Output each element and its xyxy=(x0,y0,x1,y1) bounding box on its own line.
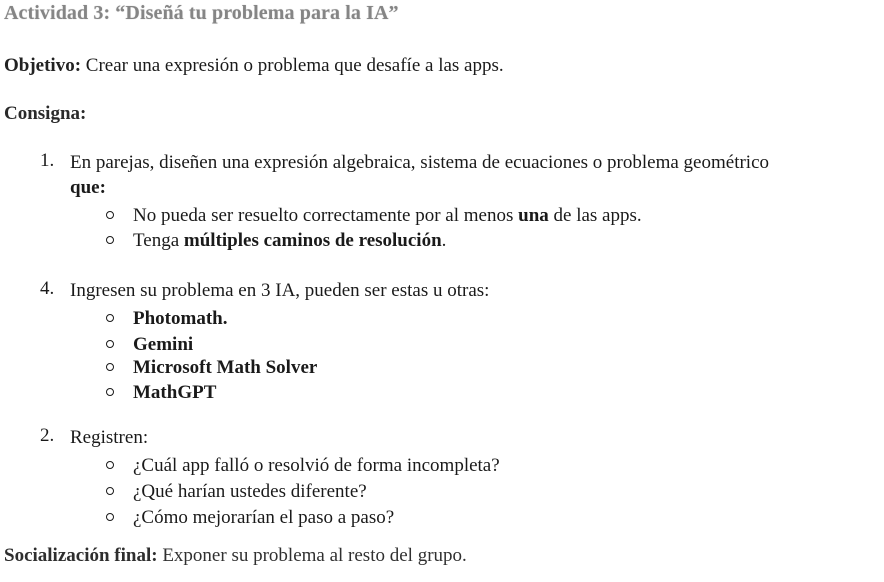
sub-list-item-text: ¿Qué harían ustedes diferente? xyxy=(133,481,367,502)
circle-bullet-icon xyxy=(106,461,114,469)
list-item xyxy=(0,150,884,175)
objective-text: Crear una expresión o problema que desafíe a las apps. xyxy=(81,55,504,76)
objective-line xyxy=(4,55,504,77)
emphasis-text: Photomath xyxy=(133,308,223,329)
sub-list-item xyxy=(0,505,884,530)
emphasis-text: Microsoft Math Solver xyxy=(133,357,318,378)
sub-list-item xyxy=(0,479,884,504)
circle-bullet-icon xyxy=(106,363,114,371)
list-item-marker: 1. xyxy=(40,150,55,171)
sub-list-item-text xyxy=(133,332,193,357)
list-item-continuation: que: xyxy=(70,177,106,198)
emphasis-text: MathGPT xyxy=(133,382,217,403)
list-item-marker: 2. xyxy=(40,425,55,446)
sub-list-item xyxy=(0,228,884,253)
closing-text: Exponer su problema al resto del grupo. xyxy=(157,545,467,566)
circle-bullet-icon xyxy=(106,314,114,322)
objective-label: Objetivo: xyxy=(4,55,82,76)
emphasis-text: múltiples caminos de resolución xyxy=(183,230,442,251)
emphasis-text: una xyxy=(518,205,549,226)
sub-list-item-text: Tenga múltiples caminos de resolución. xyxy=(133,230,447,251)
list-item-row xyxy=(0,150,884,175)
sub-list-item-text xyxy=(133,355,317,380)
list-item-row xyxy=(0,425,884,450)
sub-list-item-text: Photomath. xyxy=(133,308,228,329)
circle-bullet-icon xyxy=(106,513,114,521)
sub-list-item-text: No pueda ser resuelto correctamente por al menos una de las apps. xyxy=(133,205,642,226)
sub-list-item-text: ¿Cómo mejorarían el paso a paso? xyxy=(133,507,395,528)
sub-list-item xyxy=(0,332,884,357)
circle-bullet-icon xyxy=(106,236,114,244)
sub-list-item xyxy=(0,355,884,380)
emphasis-text: Gemini xyxy=(133,334,194,355)
closing-label: Socialización final: xyxy=(4,545,158,566)
sub-list-item xyxy=(0,203,884,228)
circle-bullet-icon xyxy=(106,388,114,396)
sub-list-item-text: ¿Cuál app falló o resolvió de forma incompleta? xyxy=(133,455,500,476)
circle-bullet-icon xyxy=(106,340,114,348)
sub-list-item xyxy=(0,306,884,331)
list-item xyxy=(0,278,884,303)
circle-bullet-icon xyxy=(106,211,114,219)
list-item-text: Ingresen su problema en 3 IA, pueden ser estas u otras: xyxy=(70,280,490,301)
list-item-marker: 4. xyxy=(40,278,55,299)
page-title: Actividad 3: “Diseñá tu problema para la IA” xyxy=(4,2,399,24)
list-item xyxy=(0,425,884,450)
list-item-row xyxy=(0,278,884,303)
closing-line xyxy=(4,545,467,567)
sub-list-item-text xyxy=(133,380,216,405)
list-item-text: En parejas, diseñen una expresión algebraica, sistema de ecuaciones o problema geométrico xyxy=(70,152,770,173)
circle-bullet-icon xyxy=(106,487,114,495)
sub-list-item xyxy=(0,380,884,405)
sub-list-item xyxy=(0,453,884,478)
consigna-heading: Consigna: xyxy=(4,103,87,124)
list-item-text: Registren: xyxy=(70,427,149,448)
